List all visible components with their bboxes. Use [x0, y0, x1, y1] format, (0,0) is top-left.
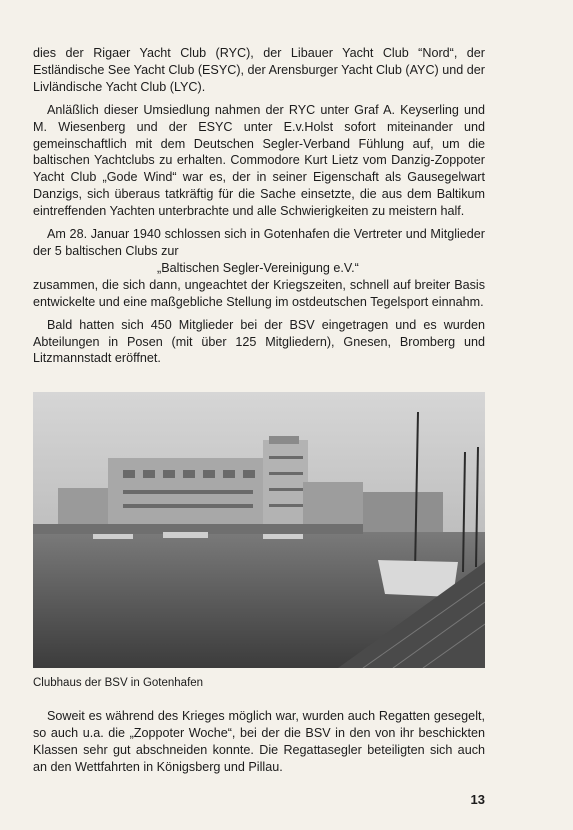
founding-line-b: zusammen, die sich dann, ungeachtet der Kriegszeiten, schnell auf breiter Basis entwickelte und eine maßgebliche Stellung im ostdeutschen Tegelsport einnahm. — [33, 277, 485, 309]
founding-line-a: Am 28. Januar 1940 schlossen sich in Gotenhafen die Vertreter und Mitglieder der 5 baltischen Clubs zur — [33, 227, 485, 258]
clubhouse-photo — [33, 392, 485, 668]
photo-caption: Clubhaus der BSV in Gotenhafen — [33, 677, 204, 689]
page-number: 13 — [470, 792, 485, 807]
paragraph-members: Bald hatten sich 450 Mitglieder bei der BSV eingetragen und es wurden Abteilungen in Posen (mit über 125 Mitgliedern), Gnesen, Bromberg und Litzmannstadt eröffnet. — [33, 317, 485, 366]
paragraph-umsiedlung: Anläßlich dieser Umsiedlung nahmen der RYC unter Graf A. Keyserling und M. Wiesenberg und der ESYC unter E.v.Holst sofort miteinander und gemeinschaftlich mit dem Deutschen Segler-Verband Fühlung auf, um die baltischen Yachtclubs zu erhalten. Commodore Kurt Lietz vom Danzig-Zoppoter Yacht Club „Gode Wind“ war es, der in seiner Eigenschaft als Gausegelwart Danzigs, sich überaus tatkräftig für die Sache einsetzte, die aus dem Baltikum eintreffenden Yachten unterbrachte und alle Schwierigkeiten zu meistern half. — [33, 102, 485, 219]
paragraph-regatten: Soweit es während des Krieges möglich war, wurden auch Regatten gesegelt, so auch u.a. die „Zoppoter Woche“, bei der die BSV in den von ihr beschickten Klassen sehr gut abschneiden konnte. Die Regattasegler beteiligten sich auch an den Wettfahrten in Königsberg und Pillau. — [33, 709, 485, 774]
main-text-top — [33, 45, 485, 373]
paragraph-founding — [33, 226, 485, 311]
association-name: „Baltischen Segler-Vereinigung e.V.“ — [157, 260, 359, 275]
main-text-bottom — [33, 708, 485, 782]
paragraph-clubs: dies der Rigaer Yacht Club (RYC), der Libauer Yacht Club “Nord“, der Estländische See Yacht Club (ESYC), der Arensburger Yacht Club (AYC) und der Livländische Yacht Club (LYC). — [33, 46, 485, 94]
